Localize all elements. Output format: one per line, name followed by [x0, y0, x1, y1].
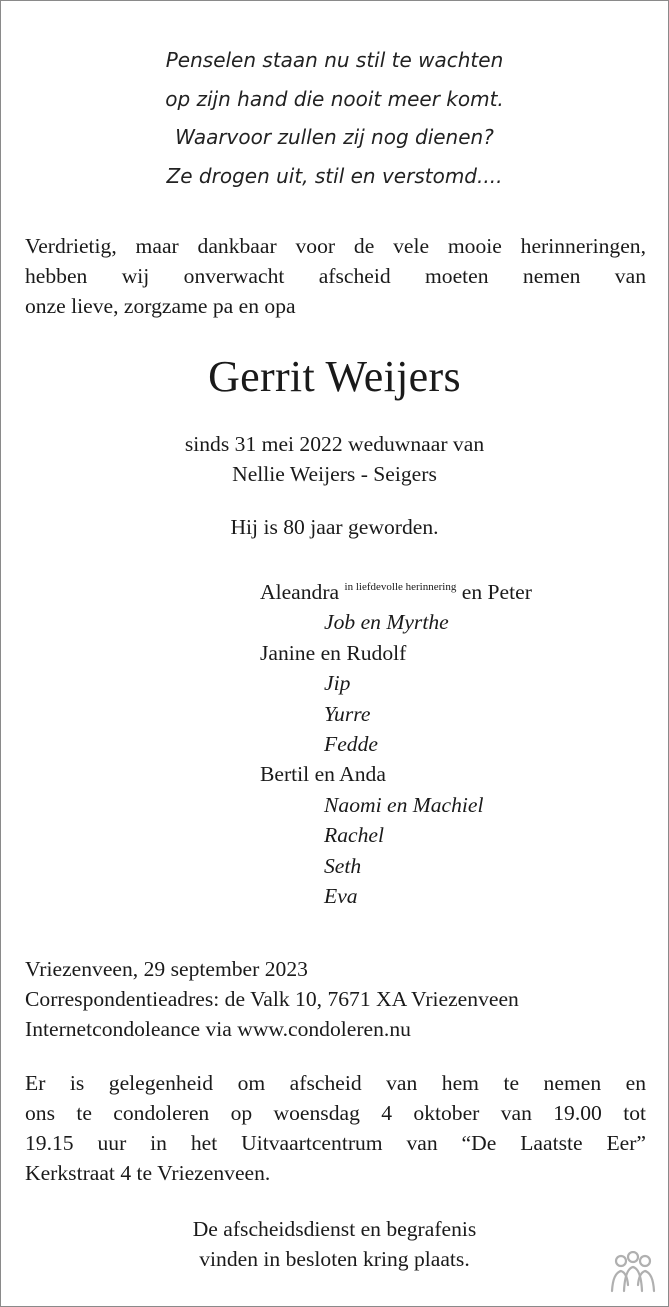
family-member	[260, 577, 532, 607]
grandchild: Seth	[324, 853, 362, 878]
grandchild: Yurre	[324, 701, 371, 726]
poem-line: Ze drogen uit, stil en verstomd....	[166, 163, 503, 188]
grandchild: Job en Myrthe	[324, 610, 449, 635]
grandchild: Rachel	[324, 823, 384, 848]
family-member-name: Aleandra	[260, 580, 340, 604]
poem-line: Waarvoor zullen zij nog dienen?	[175, 125, 494, 149]
family-member: Janine en Rudolf	[260, 640, 407, 665]
deceased-name: Gerrit Weijers	[208, 352, 461, 401]
service-notice	[1, 1214, 668, 1274]
grandchild: Jip	[324, 671, 351, 696]
visitation-notice	[25, 1068, 646, 1188]
place-date: Vriezenveen, 29 september 2023	[25, 957, 308, 981]
notice-line: 19.15 uur in het Uitvaartcentrum van “De Laatste Eer”	[25, 1131, 646, 1155]
family-list	[260, 577, 532, 911]
people-group-icon	[607, 1251, 659, 1295]
correspondence-address: Correspondentieadres: de Valk 10, 7671 XA Vriezenveen	[25, 987, 519, 1011]
poem-line: op zijn hand die nooit meer komt.	[165, 86, 504, 111]
poem	[1, 41, 668, 195]
notice-line: Er is gelegenheid om afscheid van hem te nemen en	[25, 1071, 646, 1095]
notice-line: Kerkstraat 4 te Vriezenveen.	[25, 1161, 271, 1185]
service-line: vinden in besloten kring plaats.	[199, 1247, 470, 1271]
intro-line: onze lieve, zorgzame pa en opa	[25, 294, 296, 318]
age-text: Hij is 80 jaar geworden.	[230, 515, 439, 539]
grandchild: Naomi en Machiel	[324, 792, 484, 817]
family-member: Bertil en Anda	[260, 762, 386, 787]
family-member-note: in liefdevolle herinnering	[344, 581, 457, 594]
notice-line: ons te condoleren op woensdag 4 oktober van 19.00 tot	[25, 1101, 646, 1125]
condolence-link: Internetcondoleance via www.condoleren.nu	[25, 1017, 411, 1041]
intro-line: hebben wij onverwacht afscheid moeten nemen van	[25, 264, 646, 288]
widower-line: sinds 31 mei 2022 weduwnaar van	[184, 432, 485, 456]
contact-info	[25, 954, 519, 1044]
intro-text	[25, 231, 646, 321]
grandchild: Eva	[324, 884, 358, 909]
grandchild: Fedde	[324, 732, 378, 757]
poem-line: Penselen staan nu stil te wachten	[165, 48, 504, 72]
widower-text	[1, 429, 668, 489]
service-line: De afscheidsdienst en begrafenis	[192, 1217, 477, 1241]
widower-line: Nellie Weijers - Seigers	[232, 462, 437, 486]
family-member-partner: en Peter	[461, 580, 532, 604]
intro-line: Verdrietig, maar dankbaar voor de vele mooie herinneringen,	[25, 234, 646, 258]
